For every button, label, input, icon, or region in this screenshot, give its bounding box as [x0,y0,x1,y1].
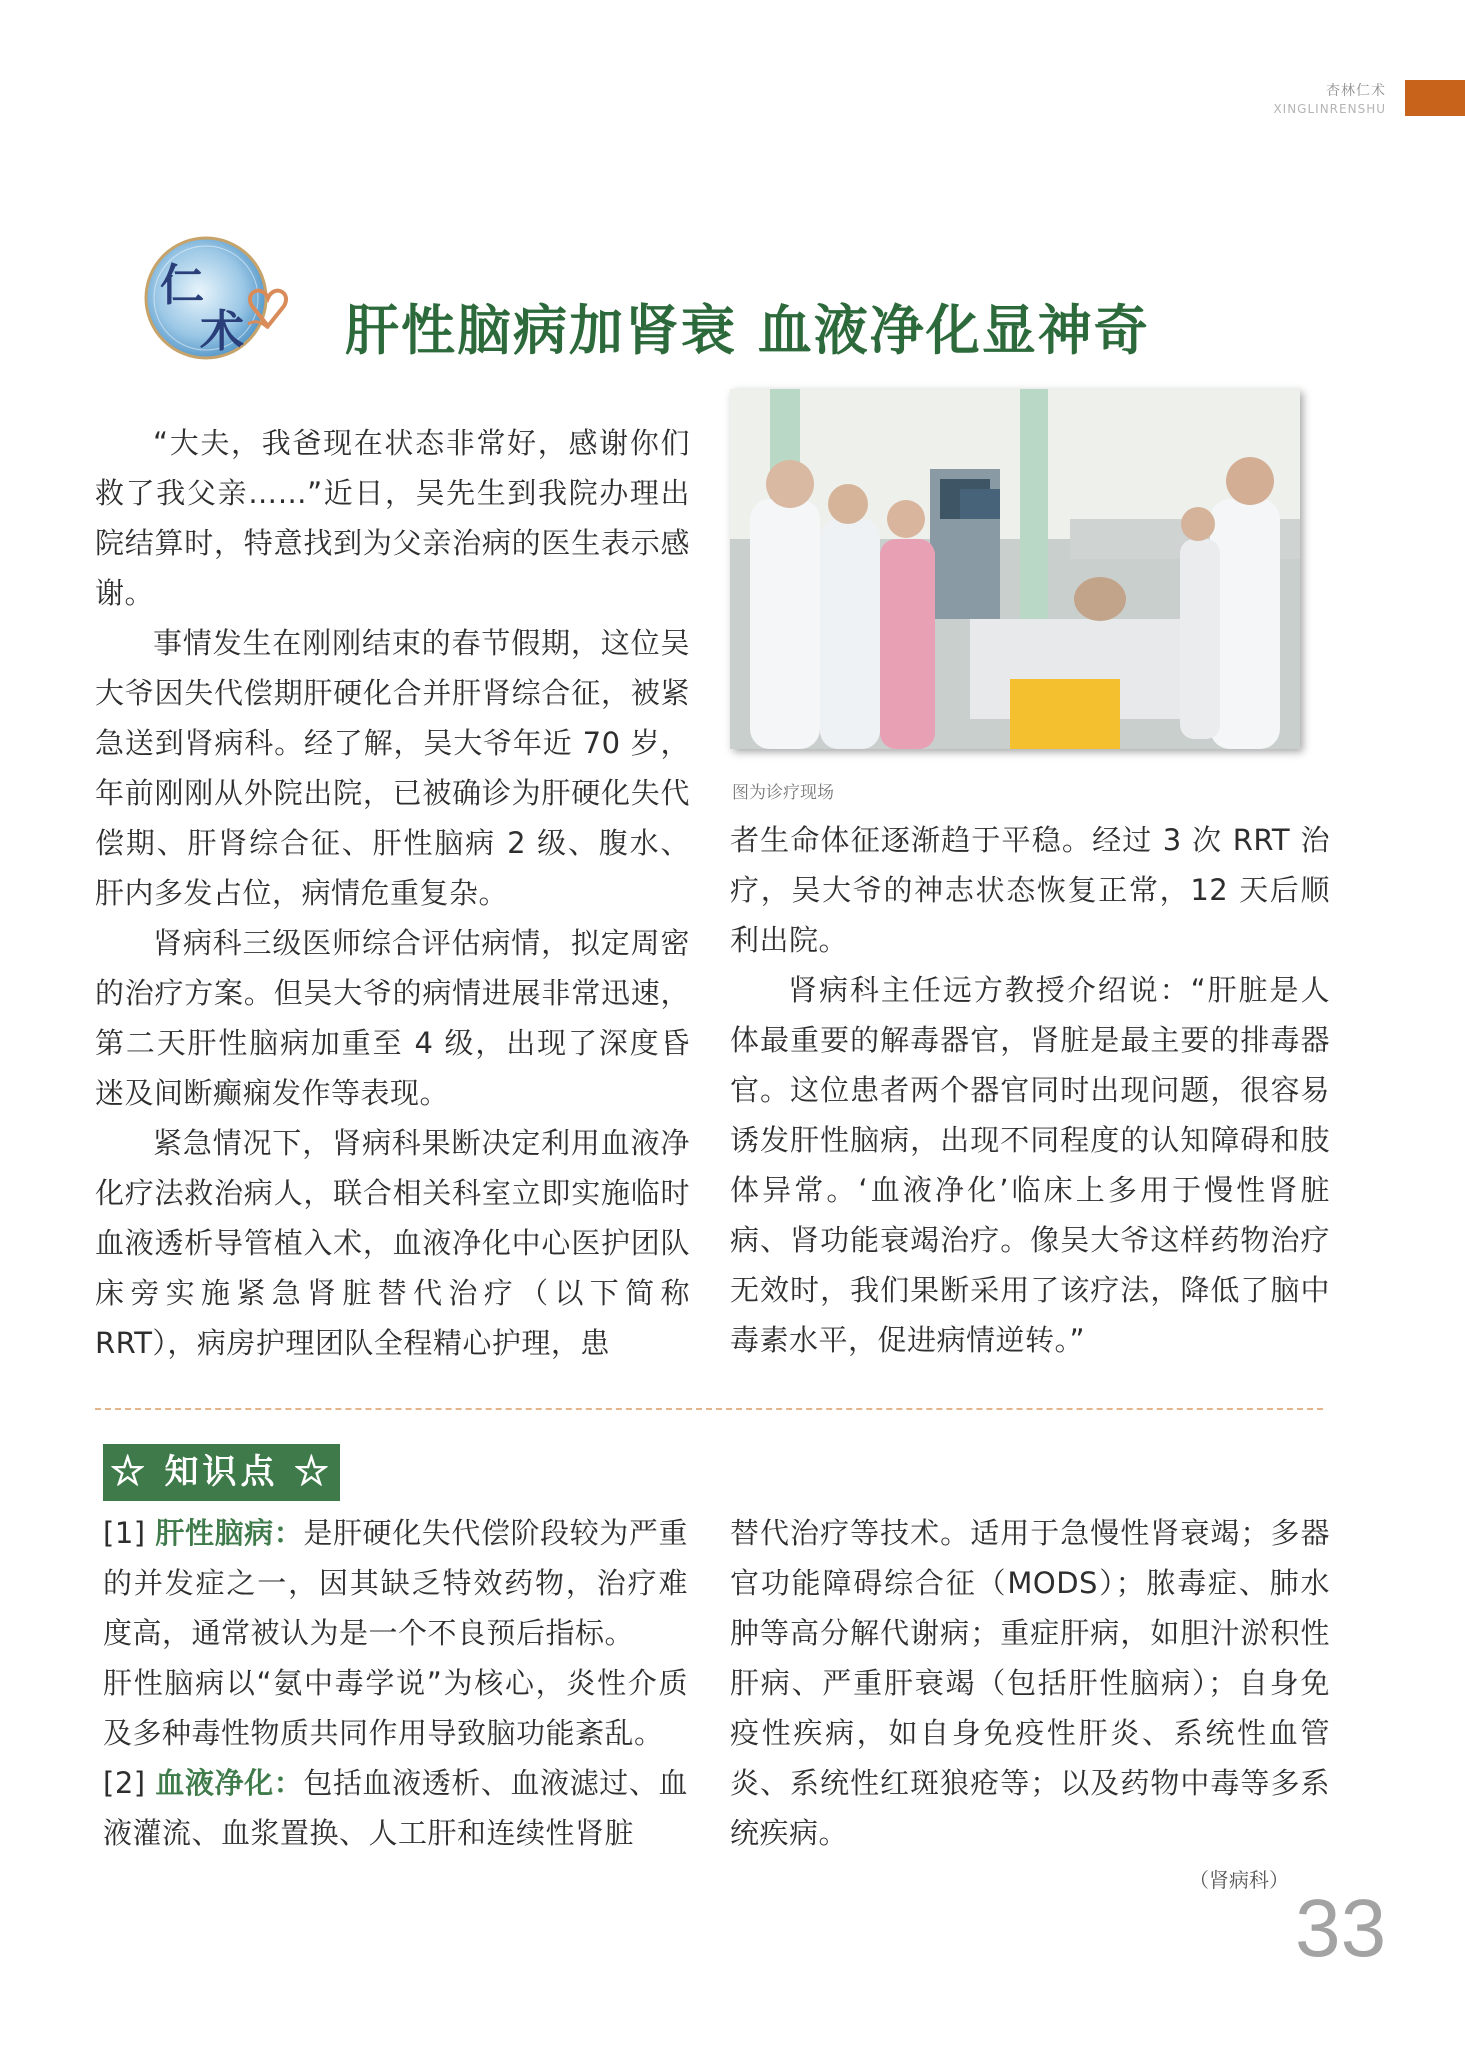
knowledge-item-2-cont: 替代治疗等技术。适用于急慢性肾衰竭；多器官功能障碍综合征（MODS）；脓毒症、肺水肿等高分解代谢病；重症肝病，如胆汁淤积性肝病、严重肝衰竭（包括肝性脑病）；自身免疫性疾病，如自身免疫性肝炎、系统性血管炎、系统性红斑狼疮等；以及药物中毒等多系统疾病。 [730,1516,1330,1850]
treatment-photo [730,389,1300,749]
department-credit: （肾病科） [1189,1868,1289,1892]
logo-char-1: 仁 [160,260,204,311]
item-number: [1] [103,1516,156,1550]
knowledge-right-column [730,1508,1330,1858]
page-number: 33 [1295,1883,1387,1974]
knowledge-item-1-cont: 肝性脑病以“氨中毒学说”为核心，炎性介质及多种毒性物质共同作用导致脑功能紊乱。 [103,1666,688,1750]
item-number: [2] [103,1766,156,1800]
column-logo-icon [140,228,296,368]
term-hepatic-encephalopathy: 肝性脑病： [155,1516,304,1550]
paragraph: 者生命体征逐渐趋于平稳。经过 3 次 RRT 治疗，吴大爷的神志状态恢复正常，12 天后顺利出院。 [730,823,1330,957]
paragraph: “大夫，我爸现在状态非常好，感谢你们救了我父亲……”近日，吴先生到我院办理出院结算时，特意找到为父亲治病的医生表示感谢。 [95,426,690,610]
header-accent-bar [1405,80,1465,116]
knowledge-item-2 [103,1758,688,1858]
section-divider [95,1408,1323,1410]
column-logo [140,228,296,368]
knowledge-item-1 [103,1508,688,1658]
brand-chinese: 杏林仁术 [1326,83,1386,99]
item-text: 是肝硬化失代偿阶段较为严重的并发症之一，因其缺乏特效药物，治疗难度高，通常被认为是一个不良预后指标。 [103,1516,688,1650]
term-blood-purification: 血液净化： [155,1766,304,1800]
brand-english: XINGLINRENSHU [1273,102,1386,116]
paragraph: 肾病科三级医师综合评估病情，拟定周密的治疗方案。但吴大爷的病情进展非常迅速，第二天肝性脑病加重至 4 级，出现了深度昏迷及间断癫痫发作等表现。 [95,926,690,1110]
article-right-column [730,815,1330,1365]
knowledge-left-column [103,1508,688,1858]
header-brand [1273,80,1386,116]
treatment-scene-image [730,389,1300,749]
article-left-column [95,418,690,1368]
paragraph: 事情发生在刚刚结束的春节假期，这位吴大爷因失代偿期肝硬化合并肝肾综合征，被紧急送到肾病科。经了解，吴大爷年近 70 岁，年前刚刚从外院出院，已被确诊为肝硬化失代偿期、肝肾综合征、肝性脑病 2 级、腹水、肝内多发占位，病情危重复杂。 [95,626,690,910]
item-text: 包括血液透析、血液滤过、血液灌流、血浆置换、人工肝和连续性肾脏 [103,1766,688,1850]
paragraph: 肾病科主任远方教授介绍说：“肝脏是人体最重要的解毒器官，肾脏是最主要的排毒器官。这位患者两个器官同时出现问题，很容易诱发肝性脑病，出现不同程度的认知障碍和肢体异常。‘血液净化’临床上多用于慢性肾脏病、肾功能衰竭治疗。像吴大爷这样药物治疗无效时，我们果断采用了该疗法，降低了脑中毒素水平，促进病情逆转。” [730,973,1330,1357]
knowledge-header: ☆ 知识点 ☆ [103,1444,340,1501]
paragraph: 紧急情况下，肾病科果断决定利用血液净化疗法救治病人，联合相关科室立即实施临时血液透析导管植入术，血液净化中心医护团队床旁实施紧急肾脏替代治疗（以下简称 RRT），病房护理团队全程精心护理，患 [95,1126,690,1360]
logo-char-2: 术 [200,306,244,357]
article-title: 肝性脑病加肾衰 血液净化显神奇 [345,298,1150,362]
photo-caption: 图为诊疗现场 [732,783,834,803]
